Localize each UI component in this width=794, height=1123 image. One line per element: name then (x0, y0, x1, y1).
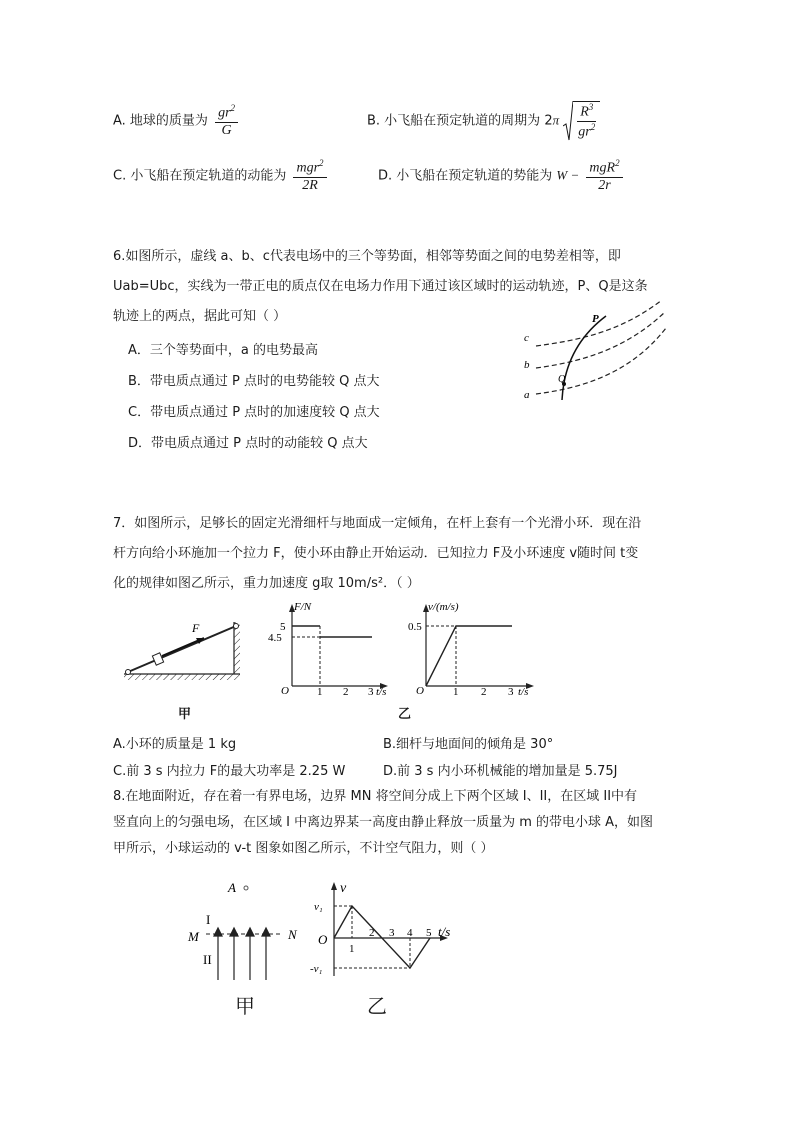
t-axis-label: t/s (518, 686, 529, 698)
label-q: Q (558, 374, 566, 385)
q6-option-a: A．三个等势面中，a 的电势最高 (128, 343, 318, 358)
vt-line (334, 906, 430, 968)
tick-4: 4 (407, 927, 413, 939)
q7-stem: 7．如图所示，足够长的固定光滑细杆与地面成一定倾角，在杆上套有一个光滑小环．现在沿 杆方向给小环施加一个拉力 F，使小环由静止开始运动．已知拉力 F及小环速度 v随时间 t变 化的规律如图乙所示，重力加速度 g取 10m/s²．（ ） (113, 516, 642, 591)
tick-2: 2 (369, 927, 375, 939)
tick-3: 3 (368, 686, 374, 698)
q8-field-figure (186, 876, 306, 986)
q7-option-a: A.小环的质量是 1 kg (113, 737, 237, 752)
tick-2: 2 (343, 686, 349, 698)
velocity-line (426, 626, 512, 686)
neg-v1-label: -v₁ (310, 963, 323, 975)
q7-velocity-graph (402, 598, 547, 698)
q7-option-c: C.前 3 s 内拉力 F的最大功率是 2.25 W (113, 764, 346, 779)
q7-option-d: D.前 3 s 内小环机械能的增加量是 5.75J (383, 764, 618, 779)
q7-force-graph (264, 598, 404, 698)
f-axis-label: F/N (294, 601, 312, 613)
equipotential-c (536, 300, 662, 346)
q5-option-d: D. 小飞船在预定轨道的势能为 W − $\frac{mgR^2}{2r}$ (378, 158, 626, 194)
v1-label: v₁ (314, 901, 323, 913)
q6-option-c: C．带电质点通过 P 点时的加速度较 Q 点大 (128, 405, 380, 420)
n-label: N (288, 927, 297, 942)
tick-0-5: 0.5 (408, 621, 422, 633)
tick-5: 5 (426, 927, 432, 939)
q7-caption-left: 甲 (178, 707, 192, 722)
q6-equipotential-figure (520, 298, 670, 408)
tick-2: 2 (481, 686, 487, 698)
region-i-label: I (206, 912, 211, 927)
label-b: b (524, 359, 530, 371)
tick-1: 1 (349, 943, 355, 955)
t-axis-label: t/s (438, 924, 451, 939)
equipotential-a (536, 328, 666, 394)
region-ii-label: II (203, 952, 212, 967)
v-axis-label: v/(m/s) (428, 601, 459, 613)
label-c: c (524, 332, 529, 344)
q7-incline-figure (118, 612, 250, 688)
q8-vt-graph (304, 876, 474, 986)
q5-option-b: B. 小飞船在预定轨道的周期为 2π $\frac{R^3}{gr^2}$ (367, 100, 600, 142)
sqrt-sign-icon (563, 100, 573, 142)
q5-option-a: A. 地球的质量为 $\frac{gr^2}{G}$ (113, 103, 241, 139)
q6-option-d: D．带电质点通过 P 点时的动能较 Q 点大 (128, 436, 368, 451)
q5-d-fraction: $\frac{mgR^2}{2r}$ (586, 158, 622, 194)
ball-label: A (228, 880, 236, 895)
tick-3: 3 (508, 686, 514, 698)
m-label: M (188, 929, 199, 944)
q8-caption-left: 甲 (235, 994, 255, 1018)
t-axis-label: t/s (376, 686, 387, 698)
q5-c-fraction: $\frac{mgr^2}{2R}$ (293, 158, 326, 194)
q8-caption-right: 乙 (367, 994, 387, 1018)
q5-a-fraction: $\frac{gr^2}{G}$ (215, 103, 238, 139)
tick-3: 3 (389, 927, 395, 939)
v-axis-label: v (340, 881, 347, 896)
q7-option-b: B.细杆与地面间的倾角是 30° (383, 737, 554, 752)
label-p: P (592, 313, 599, 325)
origin-label: O (416, 685, 424, 697)
q7-caption-right: 乙 (398, 707, 412, 722)
label-a: a (524, 389, 530, 401)
q5-b-sqrt: $\frac{R^3}{gr^2}$ (563, 100, 600, 142)
q6-option-b: B．带电质点通过 P 点时的电势能较 Q 点大 (128, 374, 380, 389)
origin-label: O (318, 932, 328, 947)
force-label: F (192, 621, 200, 635)
q6-stem: 6.如图所示，虚线 a、b、c代表电场中的三个等势面，相邻等势面之间的电势差相等，即 Uab=Ubc，实线为一带正电的质点仅在电场力作用下通过该区域时的运动轨迹，P、Q是这条 轨迹上的两点，据此可知（ ） (113, 249, 648, 324)
tick-5: 5 (280, 621, 286, 633)
origin-label: O (281, 685, 289, 697)
q6-options (128, 335, 380, 459)
q8-stem: 8.在地面附近，存在着一有界电场，边界 MN 将空间分成上下两个区域 I、II，在区域 II中有 竖直向上的匀强电场，在区域 I 中离边界某一高度由静止释放一质量为 m 的带电小球 A，如图 甲所示，小球运动的 v-t 图象如图乙所示，不计空气阻力，则（ ） (113, 789, 654, 856)
tick-1: 1 (317, 686, 323, 698)
tick-1: 1 (453, 686, 459, 698)
tick-4-5: 4.5 (268, 632, 282, 644)
q5-option-c: C. 小飞船在预定轨道的动能为 $\frac{mgr^2}{2R}$ (113, 158, 330, 194)
